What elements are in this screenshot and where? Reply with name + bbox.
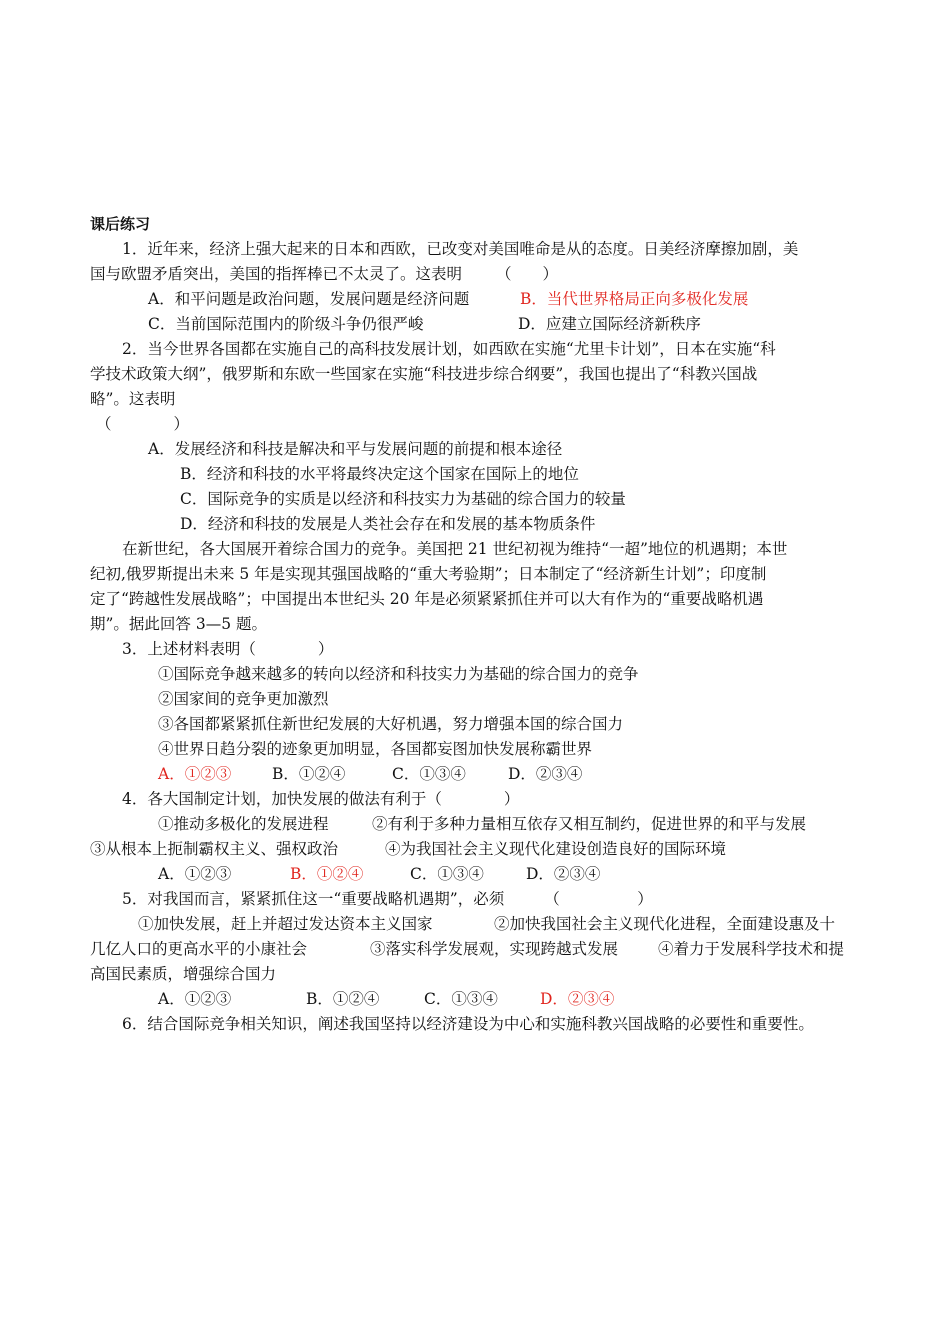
q4-stem: 4．各大国制定计划，加快发展的做法有利于（ ） [122,790,520,808]
q3-option-c: C．①③④ [392,765,466,783]
q1-option-a: A．和平问题是政治问题，发展问题是经济问题 [148,290,470,308]
q4-item-1: ①推动多极化的发展进程 [158,815,329,833]
q2-option-c: C．国际竞争的实质是以经济和科技实力为基础的综合国力的较量 [180,490,626,508]
q2-option-a: A．发展经济和科技是解决和平与发展问题的前提和根本途径 [148,440,563,458]
q3-option-d: D．②③④ [508,765,583,783]
q5-option-a: A．①②③ [158,990,232,1008]
q2-answer-blank: （ ） [96,415,190,433]
q1-option-b: B．当代世界格局正向多极化发展 [520,290,749,308]
q3-item-3: ③各国都紧紧抓住新世纪发展的大好机遇，努力增强本国的综合国力 [158,715,624,733]
q1-stem-line-1: 1．近年来，经济上强大起来的日本和西欧，已改变对美国唯命是从的态度。日美经济摩擦加剧，美 [122,240,799,258]
material-line-1: 在新世纪，各大国展开着综合国力的竞争。美国把 21 世纪初视为维持“一超”地位的机遇期；本世 [122,540,788,558]
q2-stem-line-1: 2．当今世界各国都在实施自己的高科技发展计划，如西欧在实施“尤里卡计划”，日本在实施“科 [122,340,776,358]
material-line-3: 定了“跨越性发展战略”；中国提出本世纪头 20 年是必须紧紧抓住并可以大有作为的“重要战略机遇 [90,590,764,608]
q4-option-c: C．①③④ [410,865,484,883]
q3-option-b: B．①②④ [272,765,346,783]
q2-stem-line-2: 学技术政策大纲”，俄罗斯和东欧一些国家在实施“科技进步综合纲要”，我国也提出了“科教兴国战 [90,365,758,383]
q5-stem: 5．对我国而言，紧紧抓住这一“重要战略机遇期”，必须 [122,890,505,908]
section-title: 课后练习 [90,215,151,233]
q2-stem-line-3: 略”。这表明 [90,390,176,408]
q6-stem: 6．结合国际竞争相关知识，阐述我国坚持以经济建设为中心和实施科教兴国战略的必要性和重要性。 [122,1015,814,1033]
q4-item-2: ②有利于多种力量相互依存又相互制约，促进世界的和平与发展 [372,815,807,833]
q1-option-d: D．应建立国际经济新秩序 [518,315,701,333]
q5-item-4-part-2: 高国民素质，增强综合国力 [90,965,277,983]
q1-answer-blank: （ ） [496,265,559,283]
q5-option-c: C．①③④ [424,990,498,1008]
q5-item-2-part-2: 几亿人口的更高水平的小康社会 [90,940,308,958]
q1-option-c: C．当前国际范围内的阶级斗争仍很严峻 [148,315,424,333]
q4-item-3: ③从根本上扼制霸权主义、强权政治 [90,840,339,858]
q4-option-d: D．②③④ [526,865,601,883]
q5-stem-line [122,888,653,910]
q4-option-b: B．①②④ [290,865,364,883]
q3-item-2: ②国家间的竞争更加激烈 [158,690,329,708]
q5-option-b: B．①②④ [306,990,380,1008]
q3-option-a: A．①②③ [158,765,232,783]
q4-item-4: ④为我国社会主义现代化建设创造良好的国际环境 [385,840,727,858]
q5-answer-blank: （ ） [544,890,653,908]
material-line-4: 期”。据此回答 3—5 题。 [90,615,268,633]
q1-stem-line-2 [90,263,558,285]
q5-item-1: ①加快发展，赶上并超过发达资本主义国家 [138,915,433,933]
q2-option-d: D．经济和科技的发展是人类社会存在和发展的基本物质条件 [180,515,596,533]
q5-item-3: ③落实科学发展观，实现跨越式发展 [370,940,619,958]
q3-item-1: ①国际竞争越来越多的转向以经济和科技实力为基础的综合国力的竞争 [158,665,639,683]
q5-item-2-part-1: ②加快我国社会主义现代化进程，全面建设惠及十 [494,915,836,933]
q5-item-4-part-1: ④着力于发展科学技术和提 [658,940,845,958]
q3-stem: 3．上述材料表明（ ） [122,640,334,658]
material-line-2: 纪初,俄罗斯提出未来 5 年是实现其强国战略的“重大考验期”；日本制定了“经济新生计划”；印度制 [90,565,767,583]
q4-option-a: A．①②③ [158,865,232,883]
q2-option-b: B．经济和科技的水平将最终决定这个国家在国际上的地位 [180,465,579,483]
q1-stem-text: 国与欧盟矛盾突出，美国的指挥棒已不太灵了。这表明 [90,265,463,283]
q5-option-d: D．②③④ [540,990,615,1008]
q3-item-4: ④世界日趋分裂的迹象更加明显，各国都妄图加快发展称霸世界 [158,740,593,758]
